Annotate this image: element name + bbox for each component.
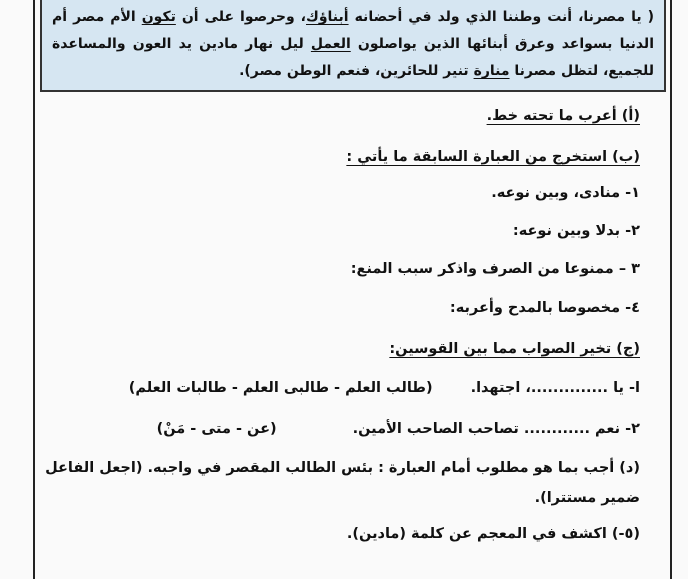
question-c-item-1-options: (طالب العلم - طالبى العلم - طالبات العلم) (128, 380, 433, 396)
question-c-heading: (ج) تخير الصواب مما بين القوسين: (389, 341, 640, 357)
question-c-item-2-text: ٢- نعم ............ تصاحب الصاحب الأمين. (352, 421, 640, 437)
passage-text: تنير للحائرين، فنعم الوطن مصر). (239, 63, 474, 79)
question-b-item-4: ٤- مخصوصا بالمدح وأعربه: (449, 300, 640, 316)
passage-text: الأم مصر أم الدنيا بسواعد وعرق أبنائها الذين يواصلون (52, 9, 654, 52)
question-c-item-2 (157, 418, 640, 440)
question-a: (أ) أعرب ما تحته خط. (486, 108, 640, 124)
question-c-item-1 (129, 377, 640, 399)
question-d: (د) أجب بما هو مطلوب أمام العبارة : بئس الطالب المقصر في واجبه. (اجعل الفاعل ضمير مستترا). (45, 460, 640, 506)
question-e: (٥-) اكشف في المعجم عن كلمة (مادين). (346, 526, 640, 542)
passage-text: ( يا مصرنا، أنت وطننا الذي ولد في أحضانه (348, 9, 654, 25)
underlined-word-abnauk: أبناؤك (306, 9, 349, 25)
question-c-item-1-text: ا- يا ..............، اجتهدا. (470, 380, 640, 396)
underlined-word-takun: تكون (141, 9, 176, 25)
question-b-item-2: ٢- بدلا وبين نوعه: (512, 223, 640, 239)
passage-box (40, 0, 666, 92)
right-border-line (670, 0, 672, 579)
question-c-item-2-options: (عن - متى - مَنْ) (156, 421, 277, 437)
question-b-heading: (ب) استخرج من العبارة السابقة ما يأتي : (346, 149, 640, 165)
underlined-word-manara: منارة (473, 63, 510, 79)
passage-text: ، وحرصوا على أن (175, 9, 306, 25)
question-b-item-1: ١- منادى، وبين نوعه. (491, 185, 640, 201)
question-b-item-3: ٣ – ممنوعا من الصرف واذكر سبب المنع: (350, 261, 640, 277)
underlined-word-amal: العمل (310, 36, 351, 52)
passage-text: ليل نهار مادين يد العون والمساعدة للجميع، لتظل مصرنا (52, 36, 654, 79)
